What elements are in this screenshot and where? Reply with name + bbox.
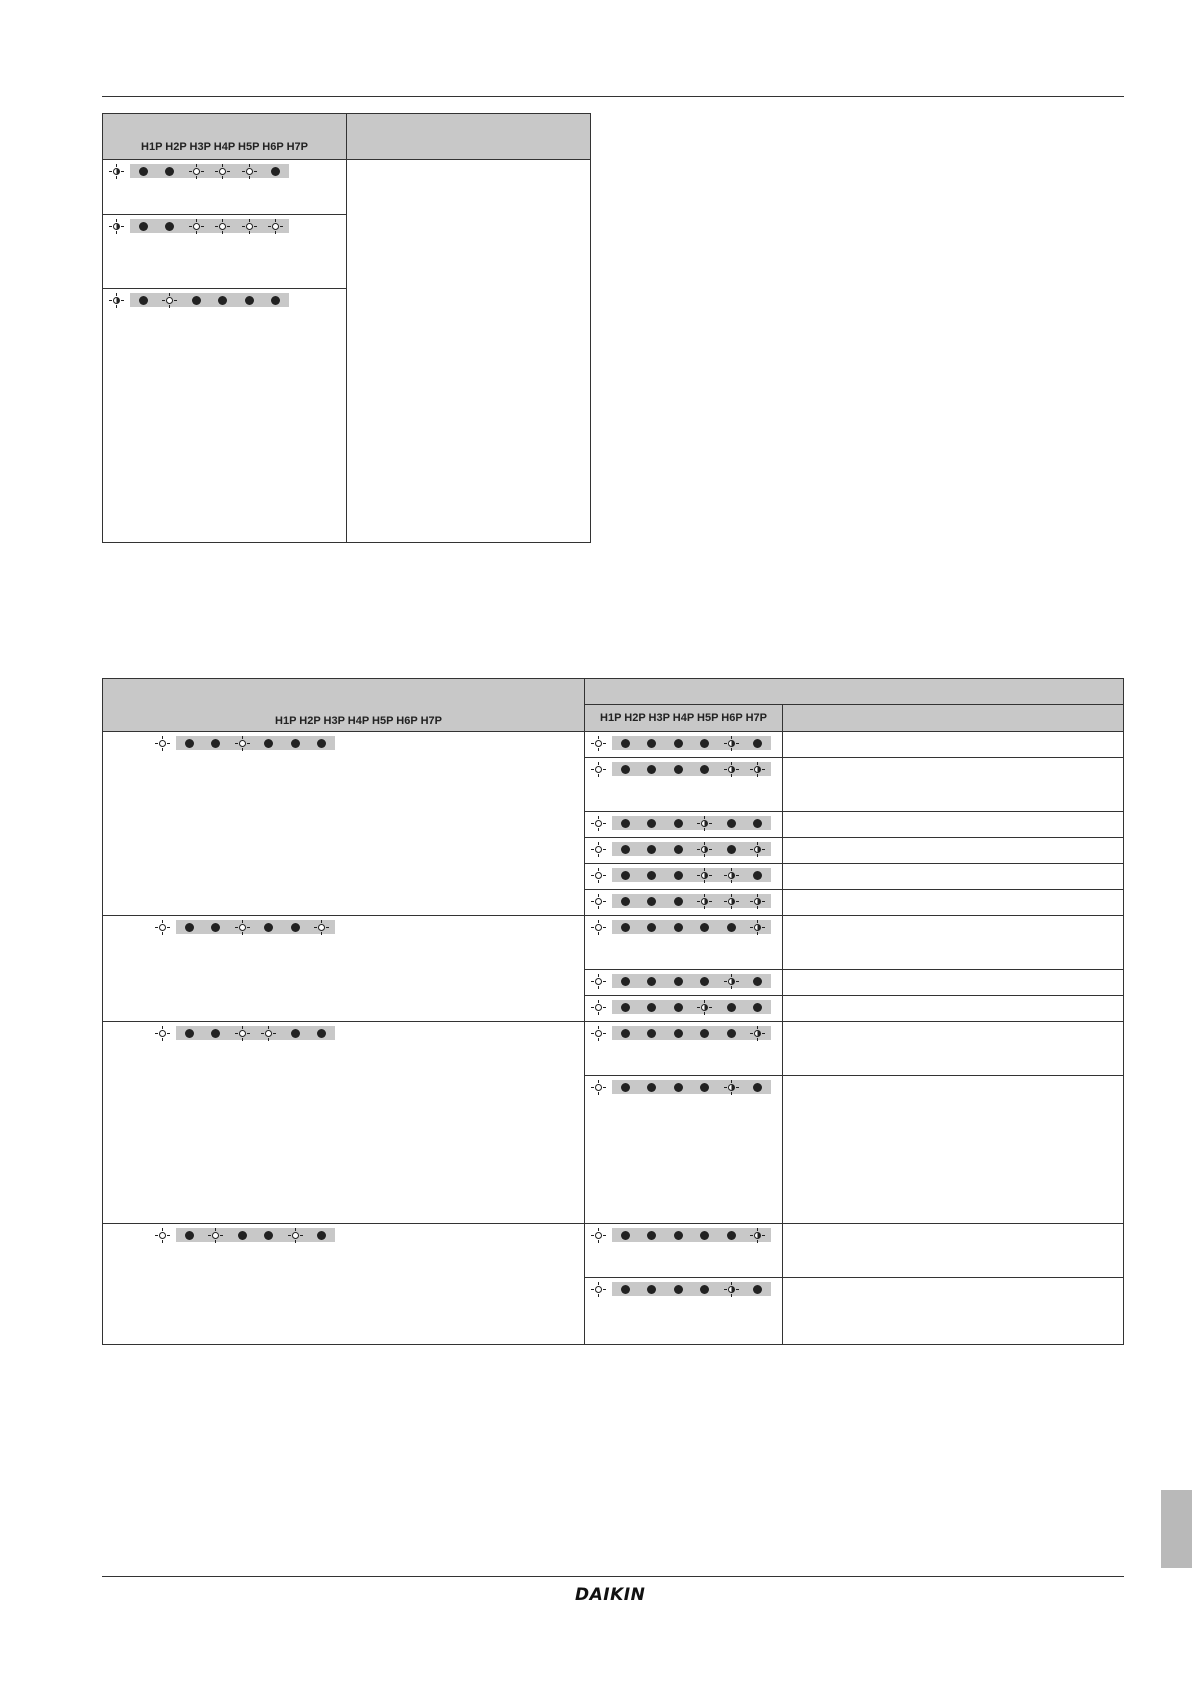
table1-row bbox=[103, 160, 347, 215]
led-off-icon bbox=[674, 1029, 683, 1038]
led-off-icon bbox=[317, 1029, 326, 1038]
led-off-icon bbox=[727, 1231, 736, 1240]
led-off-icon bbox=[245, 296, 254, 305]
led-blinking-icon bbox=[750, 1026, 765, 1041]
led-blinking-icon bbox=[724, 868, 739, 883]
led-strip bbox=[103, 1228, 584, 1242]
led-off-icon bbox=[674, 897, 683, 906]
led-strip bbox=[585, 1000, 782, 1014]
led-blinking-icon bbox=[750, 762, 765, 777]
led-bar bbox=[612, 894, 771, 908]
led-off-icon bbox=[185, 1231, 194, 1240]
led-off-icon bbox=[621, 819, 630, 828]
led-blinking-icon bbox=[697, 1000, 712, 1015]
led-off-icon bbox=[700, 1231, 709, 1240]
led-bar bbox=[176, 1228, 335, 1242]
table2-sub-led-cell bbox=[585, 970, 783, 996]
table2-row bbox=[103, 1022, 1124, 1076]
table2-sub-led-cell bbox=[585, 864, 783, 890]
led-off-icon bbox=[700, 765, 709, 774]
led-codes-label: H1P H2P H3P H4P H5P H6P H7P bbox=[600, 712, 767, 724]
led-on-icon bbox=[591, 1000, 606, 1015]
led-blinking-icon bbox=[697, 816, 712, 831]
led-off-icon bbox=[139, 296, 148, 305]
led-on-icon bbox=[591, 762, 606, 777]
table2-sub-desc-cell bbox=[783, 864, 1124, 890]
led-off-icon bbox=[264, 1231, 273, 1240]
table2-led-header bbox=[103, 679, 585, 732]
table2-sub-led-cell bbox=[585, 1076, 783, 1224]
led-off-icon bbox=[753, 1285, 762, 1294]
table2-group-cell bbox=[103, 916, 585, 1022]
led-off-icon bbox=[291, 923, 300, 932]
led-off-icon bbox=[647, 765, 656, 774]
led-on-icon bbox=[268, 219, 283, 234]
led-off-icon bbox=[727, 1029, 736, 1038]
led-on-icon bbox=[591, 894, 606, 909]
led-strip bbox=[585, 762, 782, 776]
led-off-icon bbox=[674, 765, 683, 774]
led-off-icon bbox=[647, 977, 656, 986]
led-strip bbox=[103, 293, 346, 307]
led-blinking-icon bbox=[724, 1282, 739, 1297]
led-bar bbox=[130, 164, 289, 178]
led-on-icon bbox=[591, 816, 606, 831]
led-on-icon bbox=[261, 1026, 276, 1041]
led-on-icon bbox=[215, 219, 230, 234]
table2-sub-led-cell bbox=[585, 758, 783, 812]
table2-sub-desc-cell bbox=[783, 1076, 1124, 1224]
led-on-icon bbox=[189, 164, 204, 179]
led-bar bbox=[612, 868, 771, 882]
table2-sub-desc-cell bbox=[783, 838, 1124, 864]
header-rule bbox=[102, 96, 1124, 97]
led-off-icon bbox=[621, 1231, 630, 1240]
led-on-icon bbox=[155, 1228, 170, 1243]
led-bar bbox=[130, 293, 289, 307]
led-bar bbox=[612, 736, 771, 750]
led-on-icon bbox=[235, 736, 250, 751]
led-off-icon bbox=[211, 923, 220, 932]
led-off-icon bbox=[621, 977, 630, 986]
led-on-icon bbox=[591, 736, 606, 751]
led-bar bbox=[612, 762, 771, 776]
table2-sub-led-header bbox=[585, 705, 783, 732]
table2-sub-led-cell bbox=[585, 996, 783, 1022]
led-strip bbox=[103, 219, 346, 233]
table2-sub-desc-cell bbox=[783, 1278, 1124, 1345]
led-on-icon bbox=[591, 974, 606, 989]
led-off-icon bbox=[185, 739, 194, 748]
led-strip bbox=[585, 868, 782, 882]
led-on-icon bbox=[591, 1080, 606, 1095]
led-bar bbox=[612, 974, 771, 988]
led-off-icon bbox=[317, 1231, 326, 1240]
led-off-icon bbox=[621, 1285, 630, 1294]
led-bar bbox=[612, 1000, 771, 1014]
led-on-icon bbox=[288, 1228, 303, 1243]
led-off-icon bbox=[727, 923, 736, 932]
led-off-icon bbox=[291, 1029, 300, 1038]
led-on-icon bbox=[591, 842, 606, 857]
led-bar bbox=[130, 219, 289, 233]
led-blinking-icon bbox=[724, 974, 739, 989]
led-on-icon bbox=[155, 920, 170, 935]
led-strip bbox=[103, 736, 584, 750]
led-off-icon bbox=[647, 819, 656, 828]
table2-sub-desc-cell bbox=[783, 758, 1124, 812]
table2-sub-led-cell bbox=[585, 1022, 783, 1076]
led-off-icon bbox=[139, 222, 148, 231]
led-off-icon bbox=[192, 296, 201, 305]
table2-sub-led-cell bbox=[585, 1224, 783, 1278]
led-off-icon bbox=[674, 1003, 683, 1012]
table2-group-cell bbox=[103, 732, 585, 916]
led-off-icon bbox=[211, 739, 220, 748]
led-strip bbox=[103, 1026, 584, 1040]
led-off-icon bbox=[647, 739, 656, 748]
led-on-icon bbox=[235, 1026, 250, 1041]
led-off-icon bbox=[753, 977, 762, 986]
led-strip bbox=[103, 164, 346, 178]
led-strip bbox=[585, 894, 782, 908]
footer-rule bbox=[102, 1576, 1124, 1577]
led-off-icon bbox=[621, 1003, 630, 1012]
led-off-icon bbox=[674, 923, 683, 932]
led-strip bbox=[585, 1080, 782, 1094]
led-blinking-icon bbox=[697, 868, 712, 883]
led-off-icon bbox=[621, 739, 630, 748]
led-off-icon bbox=[700, 739, 709, 748]
led-on-icon bbox=[591, 1282, 606, 1297]
table2-sub-led-cell bbox=[585, 812, 783, 838]
led-off-icon bbox=[211, 1029, 220, 1038]
led-off-icon bbox=[621, 765, 630, 774]
table1-desc-cell bbox=[347, 160, 591, 543]
led-off-icon bbox=[753, 1083, 762, 1092]
led-off-icon bbox=[700, 977, 709, 986]
led-off-icon bbox=[674, 977, 683, 986]
led-blinking-icon bbox=[724, 894, 739, 909]
led-off-icon bbox=[139, 167, 148, 176]
table2-group-header bbox=[585, 679, 1124, 705]
led-on-icon bbox=[235, 920, 250, 935]
led-off-icon bbox=[700, 923, 709, 932]
led-off-icon bbox=[218, 296, 227, 305]
led-off-icon bbox=[185, 923, 194, 932]
table2-sub-desc-header bbox=[783, 705, 1124, 732]
led-off-icon bbox=[647, 1003, 656, 1012]
led-on-icon bbox=[314, 920, 329, 935]
led-off-icon bbox=[647, 871, 656, 880]
led-off-icon bbox=[700, 1285, 709, 1294]
table1-row bbox=[103, 289, 347, 543]
led-off-icon bbox=[647, 1083, 656, 1092]
led-on-icon bbox=[155, 1026, 170, 1041]
table2-row bbox=[103, 732, 1124, 758]
led-off-icon bbox=[238, 1231, 247, 1240]
led-blinking-icon bbox=[697, 894, 712, 909]
led-strip bbox=[585, 1228, 782, 1242]
led-off-icon bbox=[647, 923, 656, 932]
led-off-icon bbox=[291, 739, 300, 748]
led-strip bbox=[585, 816, 782, 830]
led-bar bbox=[612, 1228, 771, 1242]
led-bar bbox=[612, 920, 771, 934]
led-off-icon bbox=[674, 871, 683, 880]
led-blinking-icon bbox=[109, 219, 124, 234]
led-off-icon bbox=[165, 222, 174, 231]
table1-row bbox=[103, 215, 347, 289]
led-off-icon bbox=[753, 819, 762, 828]
led-off-icon bbox=[647, 1231, 656, 1240]
led-blinking-icon bbox=[750, 842, 765, 857]
led-on-icon bbox=[591, 1228, 606, 1243]
led-off-icon bbox=[264, 923, 273, 932]
led-on-icon bbox=[591, 920, 606, 935]
led-off-icon bbox=[674, 1231, 683, 1240]
led-bar bbox=[612, 842, 771, 856]
led-on-icon bbox=[242, 164, 257, 179]
led-bar bbox=[612, 1282, 771, 1296]
led-on-icon bbox=[162, 293, 177, 308]
led-bar bbox=[176, 736, 335, 750]
led-status-table-2 bbox=[102, 678, 1124, 1345]
led-strip bbox=[585, 920, 782, 934]
led-off-icon bbox=[727, 1003, 736, 1012]
led-off-icon bbox=[317, 739, 326, 748]
led-off-icon bbox=[621, 1083, 630, 1092]
led-bar bbox=[176, 1026, 335, 1040]
table2-sub-desc-cell bbox=[783, 916, 1124, 970]
led-off-icon bbox=[753, 1003, 762, 1012]
table2-sub-desc-cell bbox=[783, 812, 1124, 838]
led-bar bbox=[612, 1080, 771, 1094]
table2-sub-desc-cell bbox=[783, 890, 1124, 916]
led-strip bbox=[585, 736, 782, 750]
table2-sub-desc-cell bbox=[783, 1022, 1124, 1076]
led-blinking-icon bbox=[750, 920, 765, 935]
led-off-icon bbox=[753, 871, 762, 880]
led-bar bbox=[612, 816, 771, 830]
led-off-icon bbox=[621, 897, 630, 906]
table1-led-header bbox=[103, 114, 347, 160]
table2-group-cell bbox=[103, 1022, 585, 1224]
led-blinking-icon bbox=[750, 894, 765, 909]
led-off-icon bbox=[674, 1285, 683, 1294]
led-strip bbox=[585, 974, 782, 988]
led-blinking-icon bbox=[697, 842, 712, 857]
section-tab-marker bbox=[1161, 1490, 1192, 1568]
led-off-icon bbox=[674, 845, 683, 854]
table2-sub-desc-cell bbox=[783, 996, 1124, 1022]
led-on-icon bbox=[242, 219, 257, 234]
led-blinking-icon bbox=[724, 762, 739, 777]
led-strip bbox=[585, 842, 782, 856]
led-strip bbox=[585, 1026, 782, 1040]
table2-sub-led-cell bbox=[585, 1278, 783, 1345]
led-off-icon bbox=[753, 739, 762, 748]
led-off-icon bbox=[647, 1285, 656, 1294]
led-off-icon bbox=[621, 1029, 630, 1038]
led-strip bbox=[103, 920, 584, 934]
brand-logo: DAIKIN bbox=[575, 1585, 646, 1605]
led-codes-label: H1P H2P H3P H4P H5P H6P H7P bbox=[275, 715, 442, 727]
led-bar bbox=[612, 1026, 771, 1040]
led-on-icon bbox=[591, 1026, 606, 1041]
led-off-icon bbox=[271, 296, 280, 305]
led-on-icon bbox=[215, 164, 230, 179]
led-blinking-icon bbox=[109, 293, 124, 308]
table2-sub-led-cell bbox=[585, 890, 783, 916]
led-blinking-icon bbox=[109, 164, 124, 179]
led-off-icon bbox=[185, 1029, 194, 1038]
led-off-icon bbox=[647, 1029, 656, 1038]
led-off-icon bbox=[674, 739, 683, 748]
led-on-icon bbox=[189, 219, 204, 234]
led-blinking-icon bbox=[724, 1080, 739, 1095]
led-off-icon bbox=[621, 845, 630, 854]
table1-desc-header bbox=[347, 114, 591, 160]
led-off-icon bbox=[271, 167, 280, 176]
led-off-icon bbox=[674, 1083, 683, 1092]
led-bar bbox=[176, 920, 335, 934]
led-off-icon bbox=[700, 1083, 709, 1092]
led-off-icon bbox=[621, 923, 630, 932]
table2-sub-desc-cell bbox=[783, 732, 1124, 758]
led-off-icon bbox=[700, 1029, 709, 1038]
led-codes-label: H1P H2P H3P H4P H5P H6P H7P bbox=[141, 141, 308, 153]
led-blinking-icon bbox=[750, 1228, 765, 1243]
table2-sub-led-cell bbox=[585, 916, 783, 970]
led-off-icon bbox=[621, 871, 630, 880]
table2-group-cell bbox=[103, 1224, 585, 1345]
led-off-icon bbox=[264, 739, 273, 748]
led-on-icon bbox=[208, 1228, 223, 1243]
table2-row bbox=[103, 1224, 1124, 1278]
table2-sub-led-cell bbox=[585, 838, 783, 864]
led-blinking-icon bbox=[724, 736, 739, 751]
table2-sub-led-cell bbox=[585, 732, 783, 758]
table2-sub-desc-cell bbox=[783, 970, 1124, 996]
led-on-icon bbox=[591, 868, 606, 883]
table2-row bbox=[103, 916, 1124, 970]
led-off-icon bbox=[647, 845, 656, 854]
led-status-table-1 bbox=[102, 113, 591, 543]
led-off-icon bbox=[727, 845, 736, 854]
led-off-icon bbox=[165, 167, 174, 176]
led-off-icon bbox=[674, 819, 683, 828]
led-off-icon bbox=[647, 897, 656, 906]
led-on-icon bbox=[155, 736, 170, 751]
led-strip bbox=[585, 1282, 782, 1296]
table2-sub-desc-cell bbox=[783, 1224, 1124, 1278]
led-off-icon bbox=[727, 819, 736, 828]
